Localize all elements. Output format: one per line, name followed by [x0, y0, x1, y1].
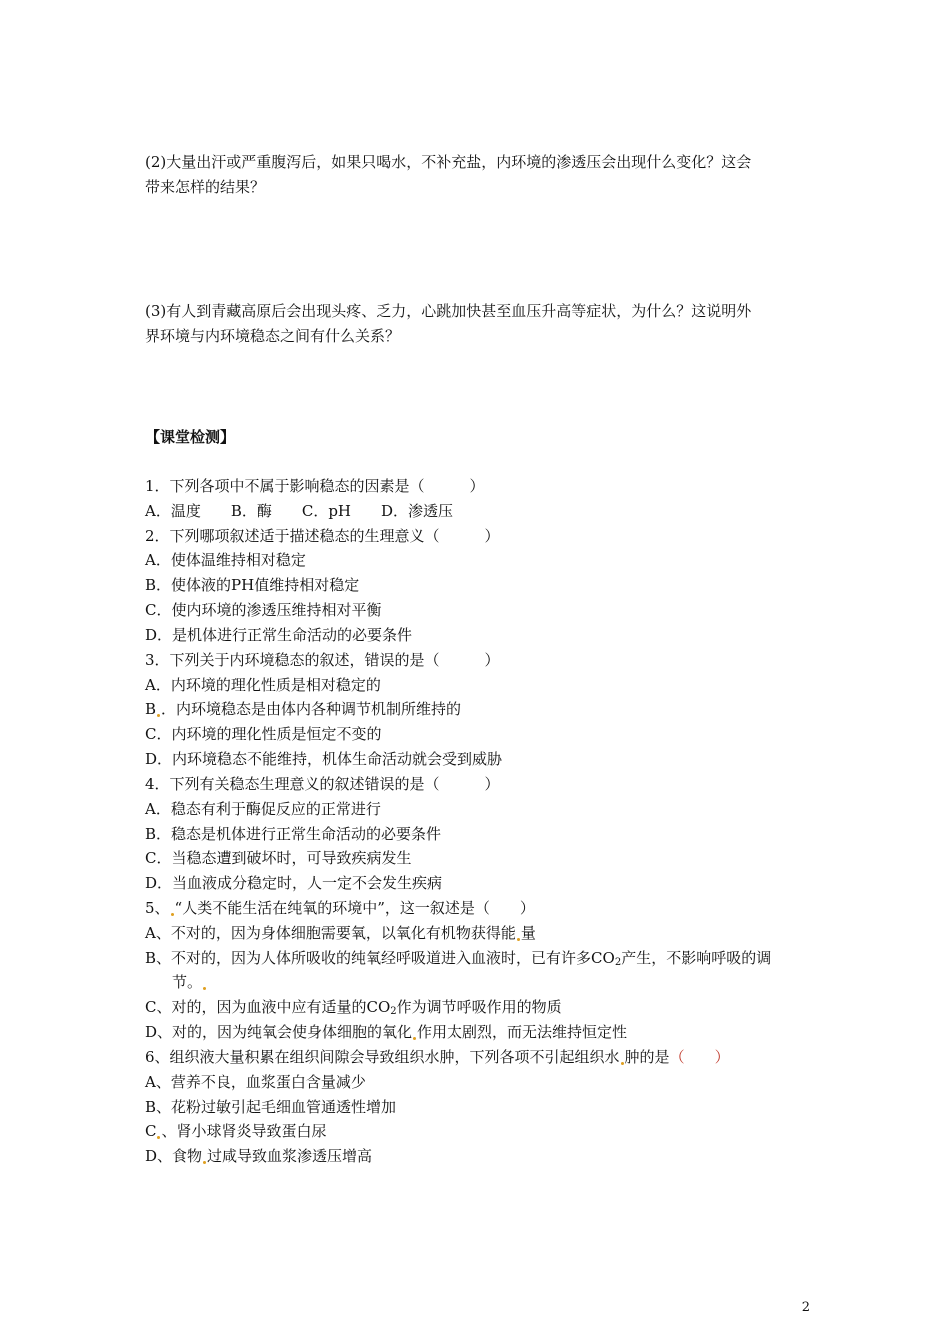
ink-dot [203, 1161, 206, 1164]
question-5 [145, 898, 535, 918]
question-3-option-b [145, 699, 461, 719]
question-3-option-d: D．内环境稳态不能维持，机体生命活动就会受到威胁 [145, 750, 503, 768]
question-5-option-d [145, 1022, 627, 1042]
question-6-option-a: A、营养不良，血浆蛋白含量减少 [145, 1073, 366, 1091]
question-5-option-b-text: B、不对的，因为人体所吸收的纯氧经呼吸道进入血液时，已有许多CO [145, 949, 615, 967]
ink-dot [517, 938, 520, 941]
question-6-text: 6、组织液大量积累在组织间隙会导致组织水肿，下列各项不引起组织水 [145, 1048, 620, 1066]
question-2-option-c: C．使内环境的渗透压维持相对平衡 [145, 601, 382, 619]
question-5-option-c [145, 997, 562, 1017]
question-5-text: “人类不能生活在纯氧的环境中”，这一叙述是（ ） [174, 899, 535, 917]
question-5-option-b-line2 [172, 972, 207, 992]
question-5-option-b-line1 [145, 948, 771, 968]
question-4-option-b: B．稳态是机体进行正常生命活动的必要条件 [145, 825, 442, 843]
question-6-text-cont: 肿的是 [624, 1048, 670, 1066]
question-1-options: A．温度 B．酶 C．pH D．渗透压 [145, 502, 454, 520]
question-5-option-a-end: 量 [520, 924, 536, 942]
question-3: 3．下列关于内环境稳态的叙述，错误的是（ ） [145, 651, 500, 669]
question-5-option-a [145, 923, 536, 943]
question-2-option-b: B．使体液的PH值维持相对稳定 [145, 576, 360, 594]
question-3-option-c: C．内环境的理化性质是恒定不变的 [145, 725, 382, 743]
discussion-q3-line1: (3)有人到青藏高原后会出现头疼、乏力，心跳加快甚至血压升高等症状，为什么？这说明外 [145, 302, 752, 320]
question-5-option-c-end: 作为调节呼吸作用的物质 [396, 998, 562, 1016]
discussion-q3-line2: 界环境与内环境稳态之间有什么关系？ [145, 327, 401, 345]
question-2: 2．下列哪项叙述适于描述稳态的生理意义（ ） [145, 527, 500, 545]
subscript: 2 [390, 1006, 397, 1017]
question-6-option-b: B、花粉过敏引起毛细血管通透性增加 [145, 1098, 397, 1116]
question-2-option-d: D．是机体进行正常生命活动的必要条件 [145, 626, 413, 644]
question-4-option-a: A．稳态有利于酶促反应的正常进行 [145, 800, 381, 818]
ink-dot [203, 987, 206, 990]
ink-dot [621, 1062, 624, 1065]
question-3-option-a: A．内环境的理化性质是相对稳定的 [145, 676, 381, 694]
question-6-option-d-end: 过咸导致血浆渗透压增高 [207, 1147, 373, 1165]
question-6 [145, 1047, 730, 1067]
question-5-option-a-text: A、不对的，因为身体细胞需要氧，以氧化有机物获得能 [145, 924, 516, 942]
question-6-option-d-text: D、食物 [145, 1147, 203, 1165]
question-2-option-a: A．使体温维持相对稳定 [145, 551, 306, 569]
question-6-option-c-letter: C [145, 1122, 157, 1140]
section-title: 【课堂检测】 [145, 428, 236, 446]
question-5-option-b-end: 节。 [172, 973, 203, 991]
question-3-option-b-letter: B [145, 700, 157, 718]
question-5-option-b-text-cont: 产生，不影响呼吸的调 [621, 949, 772, 967]
discussion-q2-line1: (2)大量出汗或严重腹泻后，如果只喝水，不补充盐，内环境的渗透压会出现什么变化？这会 [145, 153, 752, 171]
page-number: 2 [801, 1300, 810, 1315]
question-6-option-c [145, 1121, 327, 1141]
question-5-option-d-text: D、对的，因为纯氧会使身体细胞的氧化 [145, 1023, 413, 1041]
question-3-option-b-text: ．内环境稳态是由体内各种调节机制所维持的 [161, 700, 462, 718]
question-4-option-c: C．当稳态遭到破坏时，可导致疾病发生 [145, 849, 412, 867]
ink-dot [171, 913, 174, 916]
question-4: 4．下列有关稳态生理意义的叙述错误的是（ ） [145, 775, 500, 793]
question-4-option-d: D．当血液成分稳定时，人一定不会发生疾病 [145, 874, 443, 892]
question-5-option-d-end: 作用太剧烈，而无法维持恒定性 [417, 1023, 628, 1041]
question-6-option-d [145, 1146, 372, 1166]
answer-blank: （ ） [669, 1048, 730, 1066]
subscript: 2 [614, 957, 622, 968]
question-5-number: 5、 [145, 899, 170, 917]
ink-dot [157, 714, 160, 717]
question-6-option-c-text: 、肾小球肾炎导致蛋白尿 [161, 1122, 327, 1140]
ink-dot [413, 1037, 416, 1040]
question-5-option-c-text: C、对的，因为血液中应有适量的CO [145, 998, 391, 1016]
discussion-q2-line2: 带来怎样的结果？ [145, 178, 266, 196]
question-1: 1．下列各项中不属于影响稳态的因素是（ ） [145, 477, 485, 495]
